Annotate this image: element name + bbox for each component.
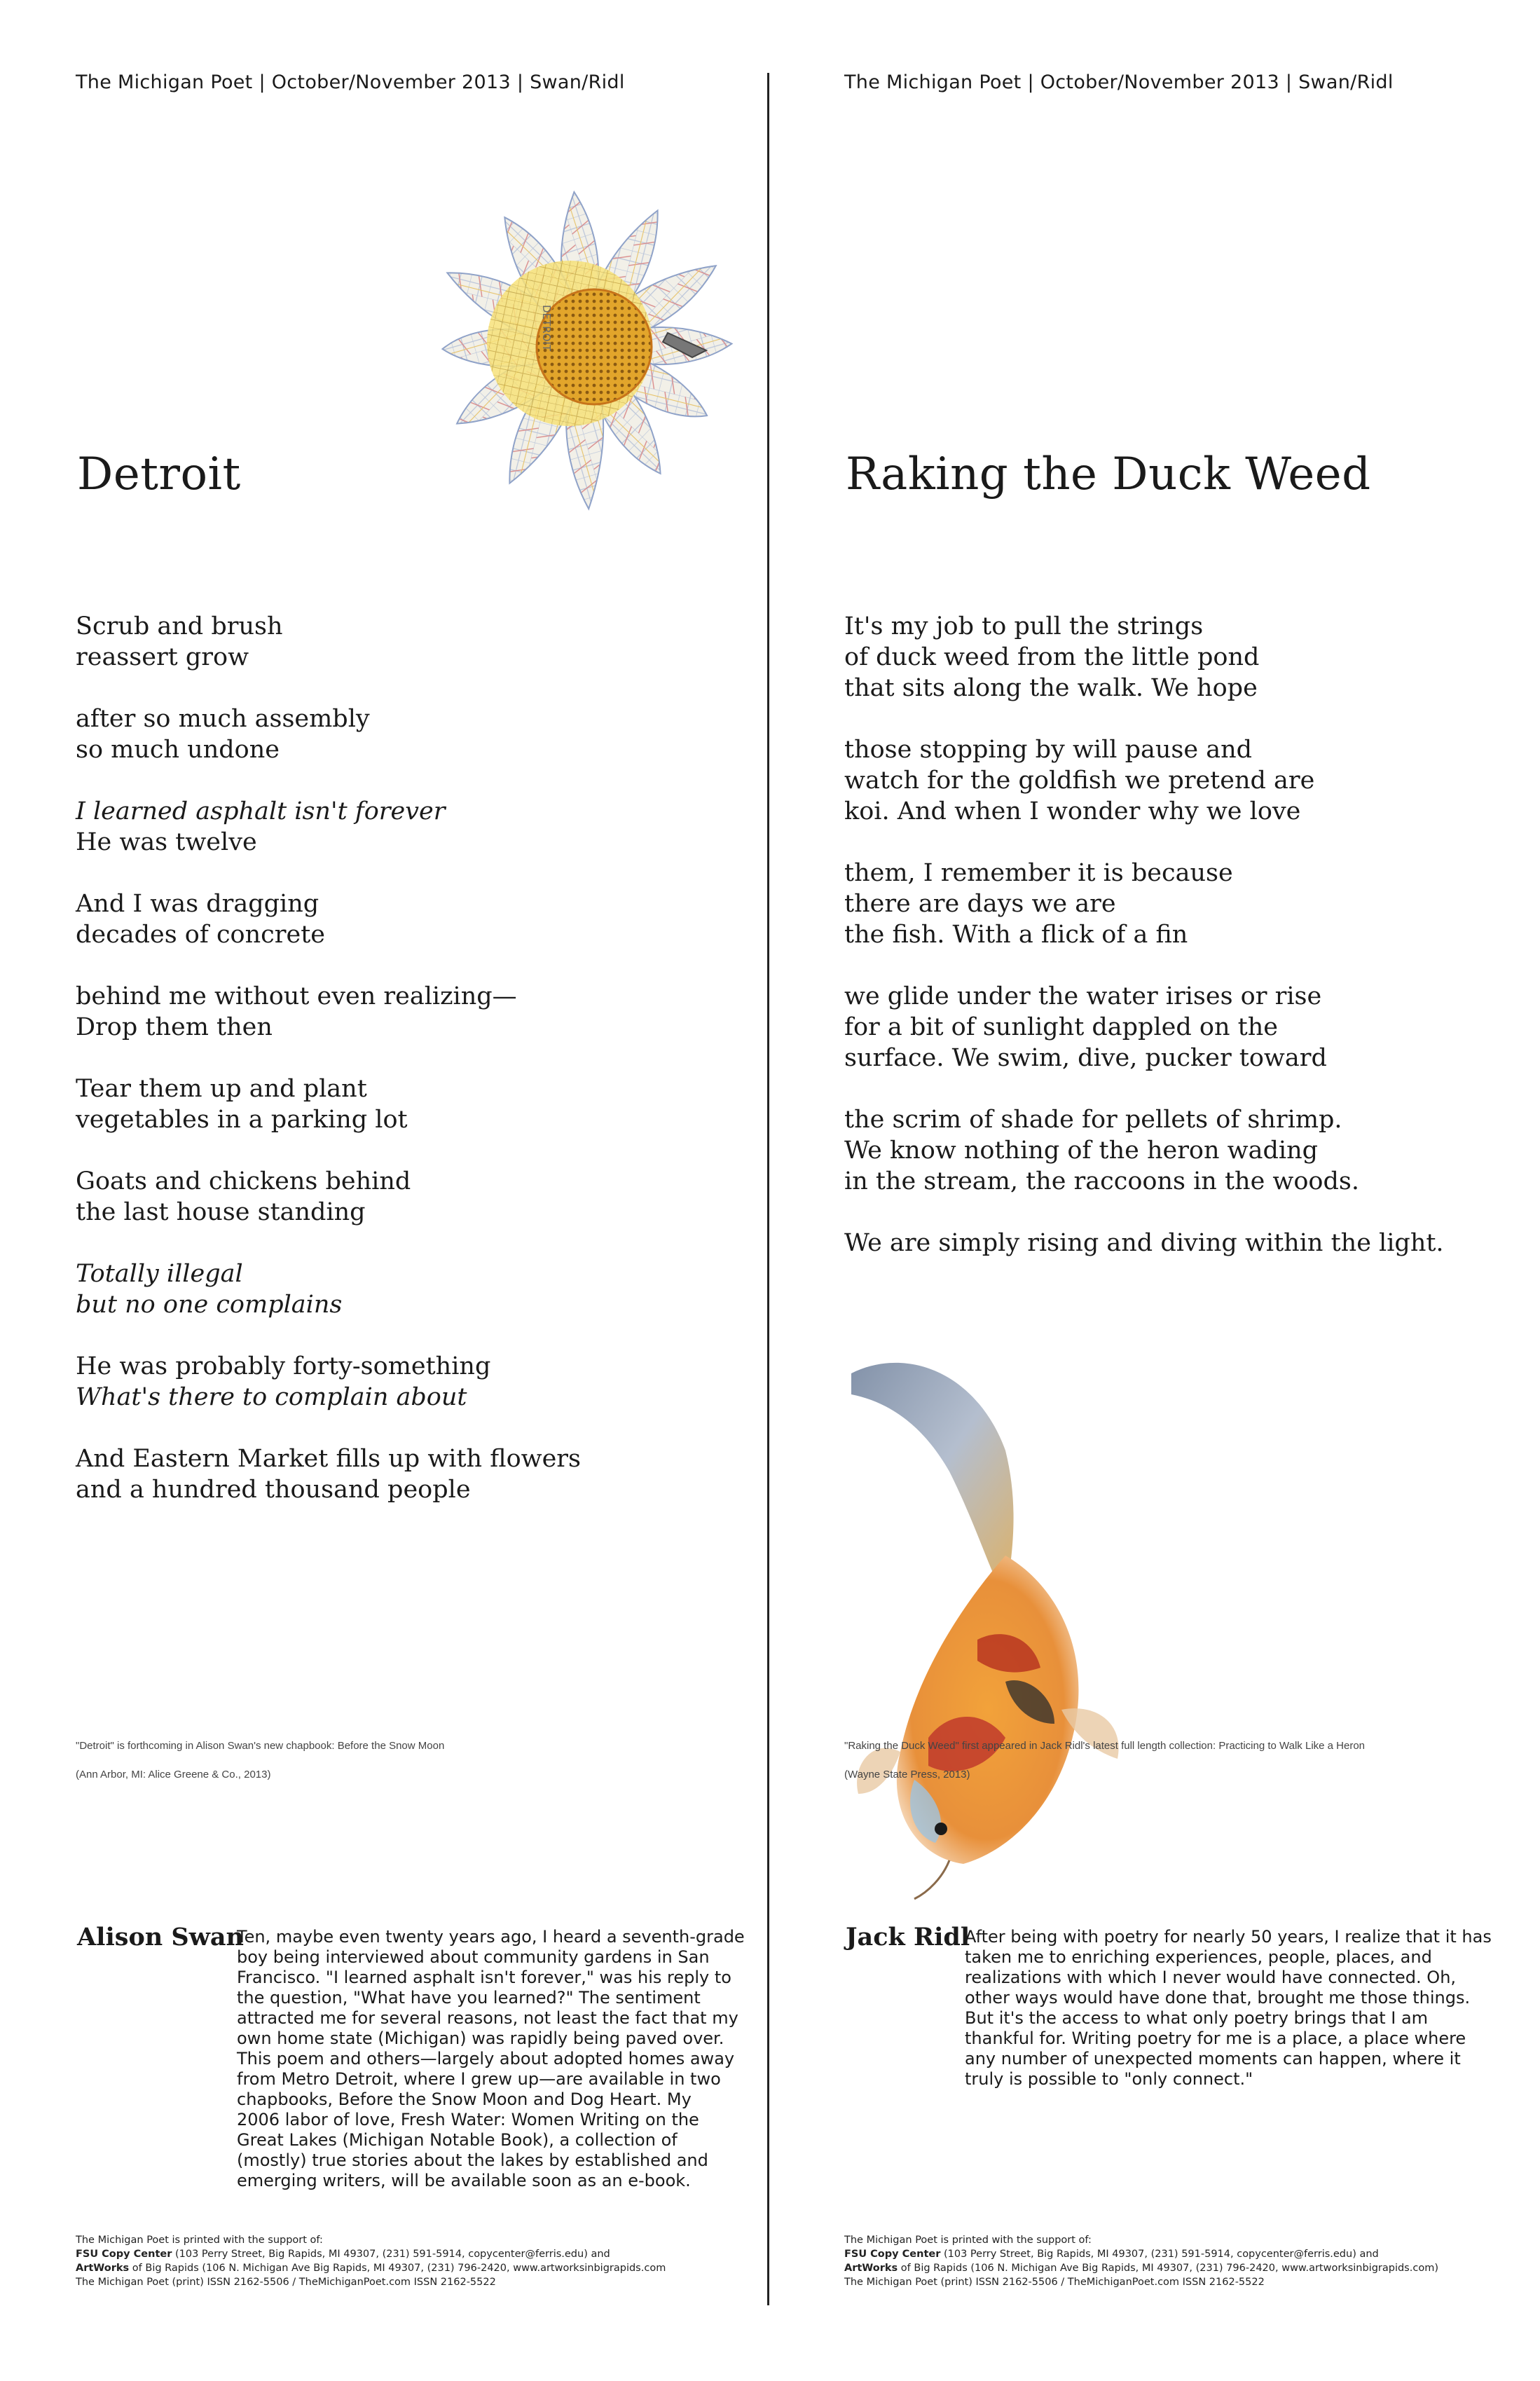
bio-line: truly is possible to "only connect." [965,2069,1253,2089]
poem-line: He was twelve [76,828,257,856]
bio-line: This poem and others—largely about adopted homes away [237,2049,735,2068]
bio-line: chapbooks, Before the Snow Moon and Dog Heart. My [237,2090,692,2109]
author-bio [965,1927,1492,2090]
sponsor-name: ArtWorks [76,2263,130,2274]
sponsor-name: FSU Copy Center [76,2249,172,2260]
bio-line: realizations with which I never would have connected. Oh, [965,1968,1457,1987]
bio-line: Francisco. "I learned asphalt isn't forever," was his reply to [237,1968,731,1987]
author-name: Jack Ridl [846,1923,970,1951]
map-flower-illustration [398,147,790,596]
poem-line: in the stream, the raccoons in the woods. [844,1167,1359,1195]
stanza [844,858,1540,950]
poem-line: surface. We swim, dive, pucker toward [844,1044,1327,1072]
poem-line: Goats and chickens behind [76,1167,411,1195]
stanza [76,1443,776,1505]
footer-line: The Michigan Poet is printed with the support of: [76,2235,323,2246]
bio-line: Ten, maybe even twenty years ago, I heard a seventh-grade [237,1927,745,1947]
poem-title: Raking the Duck Weed [846,448,1371,500]
poem-line: Drop them then [76,1013,273,1041]
map-label-detroit: DETROIT [540,305,553,352]
publication-note-citation: (Wayne State Press, 2013) [844,1769,970,1780]
support-footer [76,2233,666,2289]
footer-line [844,2247,1438,2261]
poem-line: the scrim of shade for pellets of shrimp. [844,1106,1342,1134]
bio-line: emerging writers, will be available soon as an e-book. [237,2171,691,2190]
stanza [76,1166,776,1228]
author-name: Alison Swan [77,1923,244,1951]
sponsor-details: of Big Rapids (106 N. Michigan Ave Big Rapids, MI 49307, (231) 796-2420, www.artworksinbigrapids.com) [898,2263,1438,2274]
stanza [76,611,776,673]
poem-line: watch for the goldfish we pretend are [844,767,1315,795]
bio-line: own home state (Michigan) was rapidly being paved over. [237,2029,724,2048]
poem-line: there are days we are [844,890,1116,918]
left-column [76,0,776,2381]
footer-line: The Michigan Poet is printed with the support of: [844,2235,1092,2246]
bio-line: taken me to enriching experiences, people, places, and [965,1947,1432,1967]
bio-line: attracted me for several reasons, not least the fact that my [237,2008,738,2028]
poem-line: And Eastern Market fills up with flowers [76,1445,582,1473]
poem-line: Tear them up and plant [76,1075,367,1103]
poem-line: And I was dragging [76,890,319,918]
poem-line: them, I remember it is because [844,859,1233,887]
poem-line: the fish. With a flick of a fin [844,921,1188,949]
bio-line: from Metro Detroit, where I grew up—are available in two [237,2069,721,2089]
footer-line: The Michigan Poet (print) ISSN 2162-5506 / TheMichiganPoet.com ISSN 2162-5522 [76,2277,496,2288]
poem-line: we glide under the water irises or rise [844,982,1322,1010]
stanza [76,1258,776,1320]
sponsor-details: of Big Rapids (106 N. Michigan Ave Big Rapids, MI 49307, (231) 796-2420, www.artworksinbigrapids.com [129,2263,666,2274]
stanza [844,1228,1540,1258]
stanza [76,796,776,858]
poem-line: behind me without even realizing— [76,982,517,1010]
stanza [76,704,776,765]
poem-line: but no one complains [76,1291,343,1319]
bio-line: 2006 labor of love, Fresh Water: Women Writing on the [237,2110,699,2129]
poem-line: of duck weed from the little pond [844,643,1260,671]
bio-line: Great Lakes (Michigan Notable Book), a collection of [237,2130,678,2150]
poem-line: decades of concrete [76,921,325,949]
poem-line: those stopping by will pause and [844,736,1253,764]
footer-line [76,2247,666,2261]
footer-line: The Michigan Poet (print) ISSN 2162-5506 / TheMichiganPoet.com ISSN 2162-5522 [844,2277,1265,2288]
sponsor-name: ArtWorks [844,2263,898,2274]
stanza [76,981,776,1043]
footer-line [76,2261,666,2275]
poem-line: It's my job to pull the strings [844,612,1204,640]
right-column [844,0,1540,2381]
poem-line: We know nothing of the heron wading [844,1137,1319,1165]
support-footer [844,2233,1438,2289]
author-bio [237,1927,745,2191]
stanza [844,734,1540,827]
stanza [76,1351,776,1413]
footer-line [844,2261,1438,2275]
poem-line: so much undone [76,736,280,764]
bio-line: boy being interviewed about community gardens in San [237,1947,710,1967]
bio-line: (mostly) true stories about the lakes by established and [237,2150,708,2170]
poem-line: after so much assembly [76,705,370,733]
poem-line: What's there to complain about [76,1383,467,1411]
stanza [76,1073,776,1135]
bio-line: thankful for. Writing poetry for me is a place, a place where [965,2029,1466,2048]
publication-note: "Raking the Duck Weed" first appeared in Jack Ridl's latest full length collection: Practicing to Walk Like a Heron [844,1740,1366,1752]
poem-body [844,611,1540,1289]
poem-line: We are simply rising and diving within the light. [844,1229,1444,1257]
poem-body [76,611,776,1536]
publication-note: "Detroit" is forthcoming in Alison Swan's new chapbook: Before the Snow Moon [76,1740,445,1752]
bio-line: After being with poetry for nearly 50 years, I realize that it has [965,1927,1492,1947]
poem-line: Scrub and brush [76,612,283,640]
bio-line: the question, "What have you learned?" The sentiment [237,1988,701,2008]
poem-line: vegetables in a parking lot [76,1106,408,1134]
poem-line: Totally illegal [76,1260,243,1288]
page-header: The Michigan Poet | October/November 2013 | Swan/Ridl [76,71,625,93]
bio-line: any number of unexpected moments can happen, where it [965,2049,1461,2068]
sponsor-details: (103 Perry Street, Big Rapids, MI 49307, (231) 591-5914, copycenter@ferris.edu) and [940,2249,1379,2260]
poem-line: I learned asphalt isn't forever [76,797,446,825]
sponsor-name: FSU Copy Center [844,2249,941,2260]
poem-line: the last house standing [76,1198,366,1226]
poem-line: that sits along the walk. We hope [844,674,1258,702]
poem-line: for a bit of sunlight dappled on the [844,1013,1278,1041]
stanza [844,1104,1540,1197]
poem-line: He was probably forty-something [76,1352,491,1380]
bio-line: other ways would have done that, brought me those things. [965,1988,1471,2008]
publication-note-citation: (Ann Arbor, MI: Alice Greene & Co., 2013) [76,1769,271,1780]
sponsor-details: (103 Perry Street, Big Rapids, MI 49307, (231) 591-5914, copycenter@ferris.edu) and [172,2249,610,2260]
poem-title: Detroit [77,448,241,500]
poem-line: reassert grow [76,643,249,671]
page-header: The Michigan Poet | October/November 2013 | Swan/Ridl [844,71,1394,93]
stanza [76,888,776,950]
poem-line: and a hundred thousand people [76,1476,471,1504]
poem-line: koi. And when I wonder why we love [844,797,1301,825]
stanza [844,611,1540,704]
stanza [844,981,1540,1073]
bio-line: But it's the access to what only poetry brings that I am [965,2008,1429,2028]
koi-fish-illustration [844,1345,1139,1906]
